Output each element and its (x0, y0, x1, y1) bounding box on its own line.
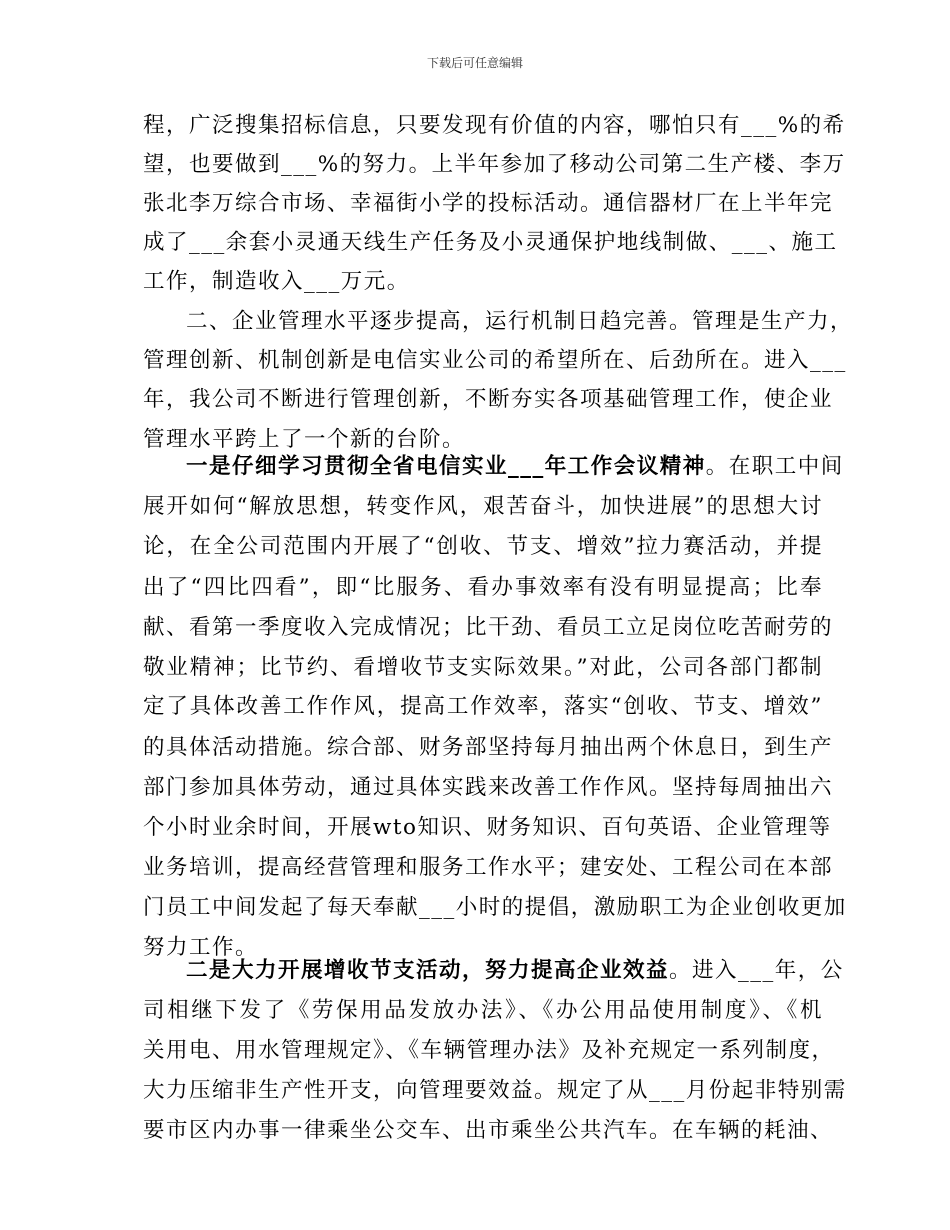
body-text: 出了“四比四看”，即“比服务、看办事效率有没有明显提高；比奉 (143, 575, 823, 600)
body-text: 成了___余套小灵通天线生产任务及小灵通保护地线制做、___、施工 (143, 230, 838, 255)
text-line (143, 996, 823, 1026)
text-line (186, 956, 844, 986)
body-text: 门员工中间发起了每天奉献___小时的提倡，激励职工为企业创收更加 (143, 895, 847, 920)
body-text: 程，广泛搜集招标信息，只要发现有价值的内容，哪怕只有___%的希 (143, 113, 846, 138)
text-line (143, 773, 834, 803)
body-text: 大力压缩非生产性开支，向管理要效益。规定了从___月份起非特别需 (143, 1078, 847, 1103)
text-line (143, 853, 834, 883)
body-text: 展开如何“解放思想，转变作风，艰苦奋斗，加快进展”的思想大讨 (143, 494, 823, 519)
text-line (143, 111, 846, 141)
bold-heading-text: 一是仔细学习贯彻全省电信实业___年工作会议精神 (186, 454, 706, 479)
text-line (143, 425, 823, 455)
text-line (186, 452, 844, 482)
text-line (143, 1116, 834, 1146)
body-text: 敬业精神；比节约、看增收节支实际效果。”对此，公司各部门都制 (143, 655, 823, 680)
body-text: 。进入___年，公 (669, 958, 844, 983)
text-line (143, 189, 834, 219)
text-line (143, 267, 823, 297)
body-text: 二、企业管理水平逐步提高，运行机制日趋完善。管理是生产力， (186, 309, 854, 334)
text-line (143, 492, 823, 522)
body-text: 论，在全公司范围内开展了“创收、节支、增效”拉力赛活动，并提 (143, 534, 823, 559)
body-text: 要市区内办事一律乘坐公交车、出市乘坐公共汽车。在车辆的耗油、 (143, 1118, 834, 1143)
page-header: 下载后可任意编辑 (426, 56, 523, 70)
body-text: 。在职工中间 (705, 454, 844, 479)
text-line (143, 893, 847, 923)
body-text: 关用电、用水管理规定》、《车辆管理办法》及补充规定一系列制度， (143, 1038, 835, 1063)
text-line (143, 813, 832, 843)
text-line (143, 613, 834, 643)
body-text: 管理水平跨上了一个新的台阶。 (143, 427, 466, 452)
body-text: 定了具体改善工作作风，提高工作效率，落实“创收、节支、增效” (143, 694, 823, 719)
text-line (143, 733, 834, 763)
text-line (186, 307, 854, 337)
text-line (143, 385, 834, 415)
body-text: 个小时业余时间，开展wto知识、财务知识、百句英语、企业管理等 (143, 815, 832, 840)
text-line (143, 150, 846, 180)
body-text: 司相继下发了《劳保用品发放办法》、《办公用品使用制度》、《机 (143, 998, 823, 1023)
text-line (143, 692, 823, 722)
body-text: 张北李万综合市场、幸福街小学的投标活动。通信器材厂在上半年完 (143, 191, 834, 216)
body-text: 管理创新、机制创新是电信实业公司的希望所在、后劲所在。进入___ (143, 348, 847, 373)
text-line (143, 653, 823, 683)
body-text: 业务培训，提高经营管理和服务工作水平；建安处、工程公司在本部 (143, 855, 834, 880)
text-line (143, 228, 838, 258)
body-text: 工作，制造收入___万元。 (143, 269, 410, 294)
text-line (143, 346, 847, 376)
body-text: 年，我公司不断进行管理创新，不断夯实各项基础管理工作，使企业 (143, 387, 834, 412)
bold-heading-text: 二是大力开展增收节支活动，努力提高企业效益 (186, 958, 670, 983)
body-text: 的具体活动措施。综合部、财务部坚持每月抽出两个休息日，到生产 (143, 735, 834, 760)
text-line (143, 532, 823, 562)
body-text: 部门参加具体劳动，通过具体实践来改善工作作风。坚持每周抽出六 (143, 775, 834, 800)
text-line (143, 573, 823, 603)
text-line (143, 1036, 835, 1066)
body-text: 努力工作。 (143, 935, 259, 960)
body-text: 望，也要做到___%的努力。上半年参加了移动公司第二生产楼、李万 (143, 152, 846, 177)
text-line (143, 1076, 847, 1106)
body-text: 献、看第一季度收入完成情况；比干劲、看员工立足岗位吃苦耐劳的 (143, 615, 834, 640)
